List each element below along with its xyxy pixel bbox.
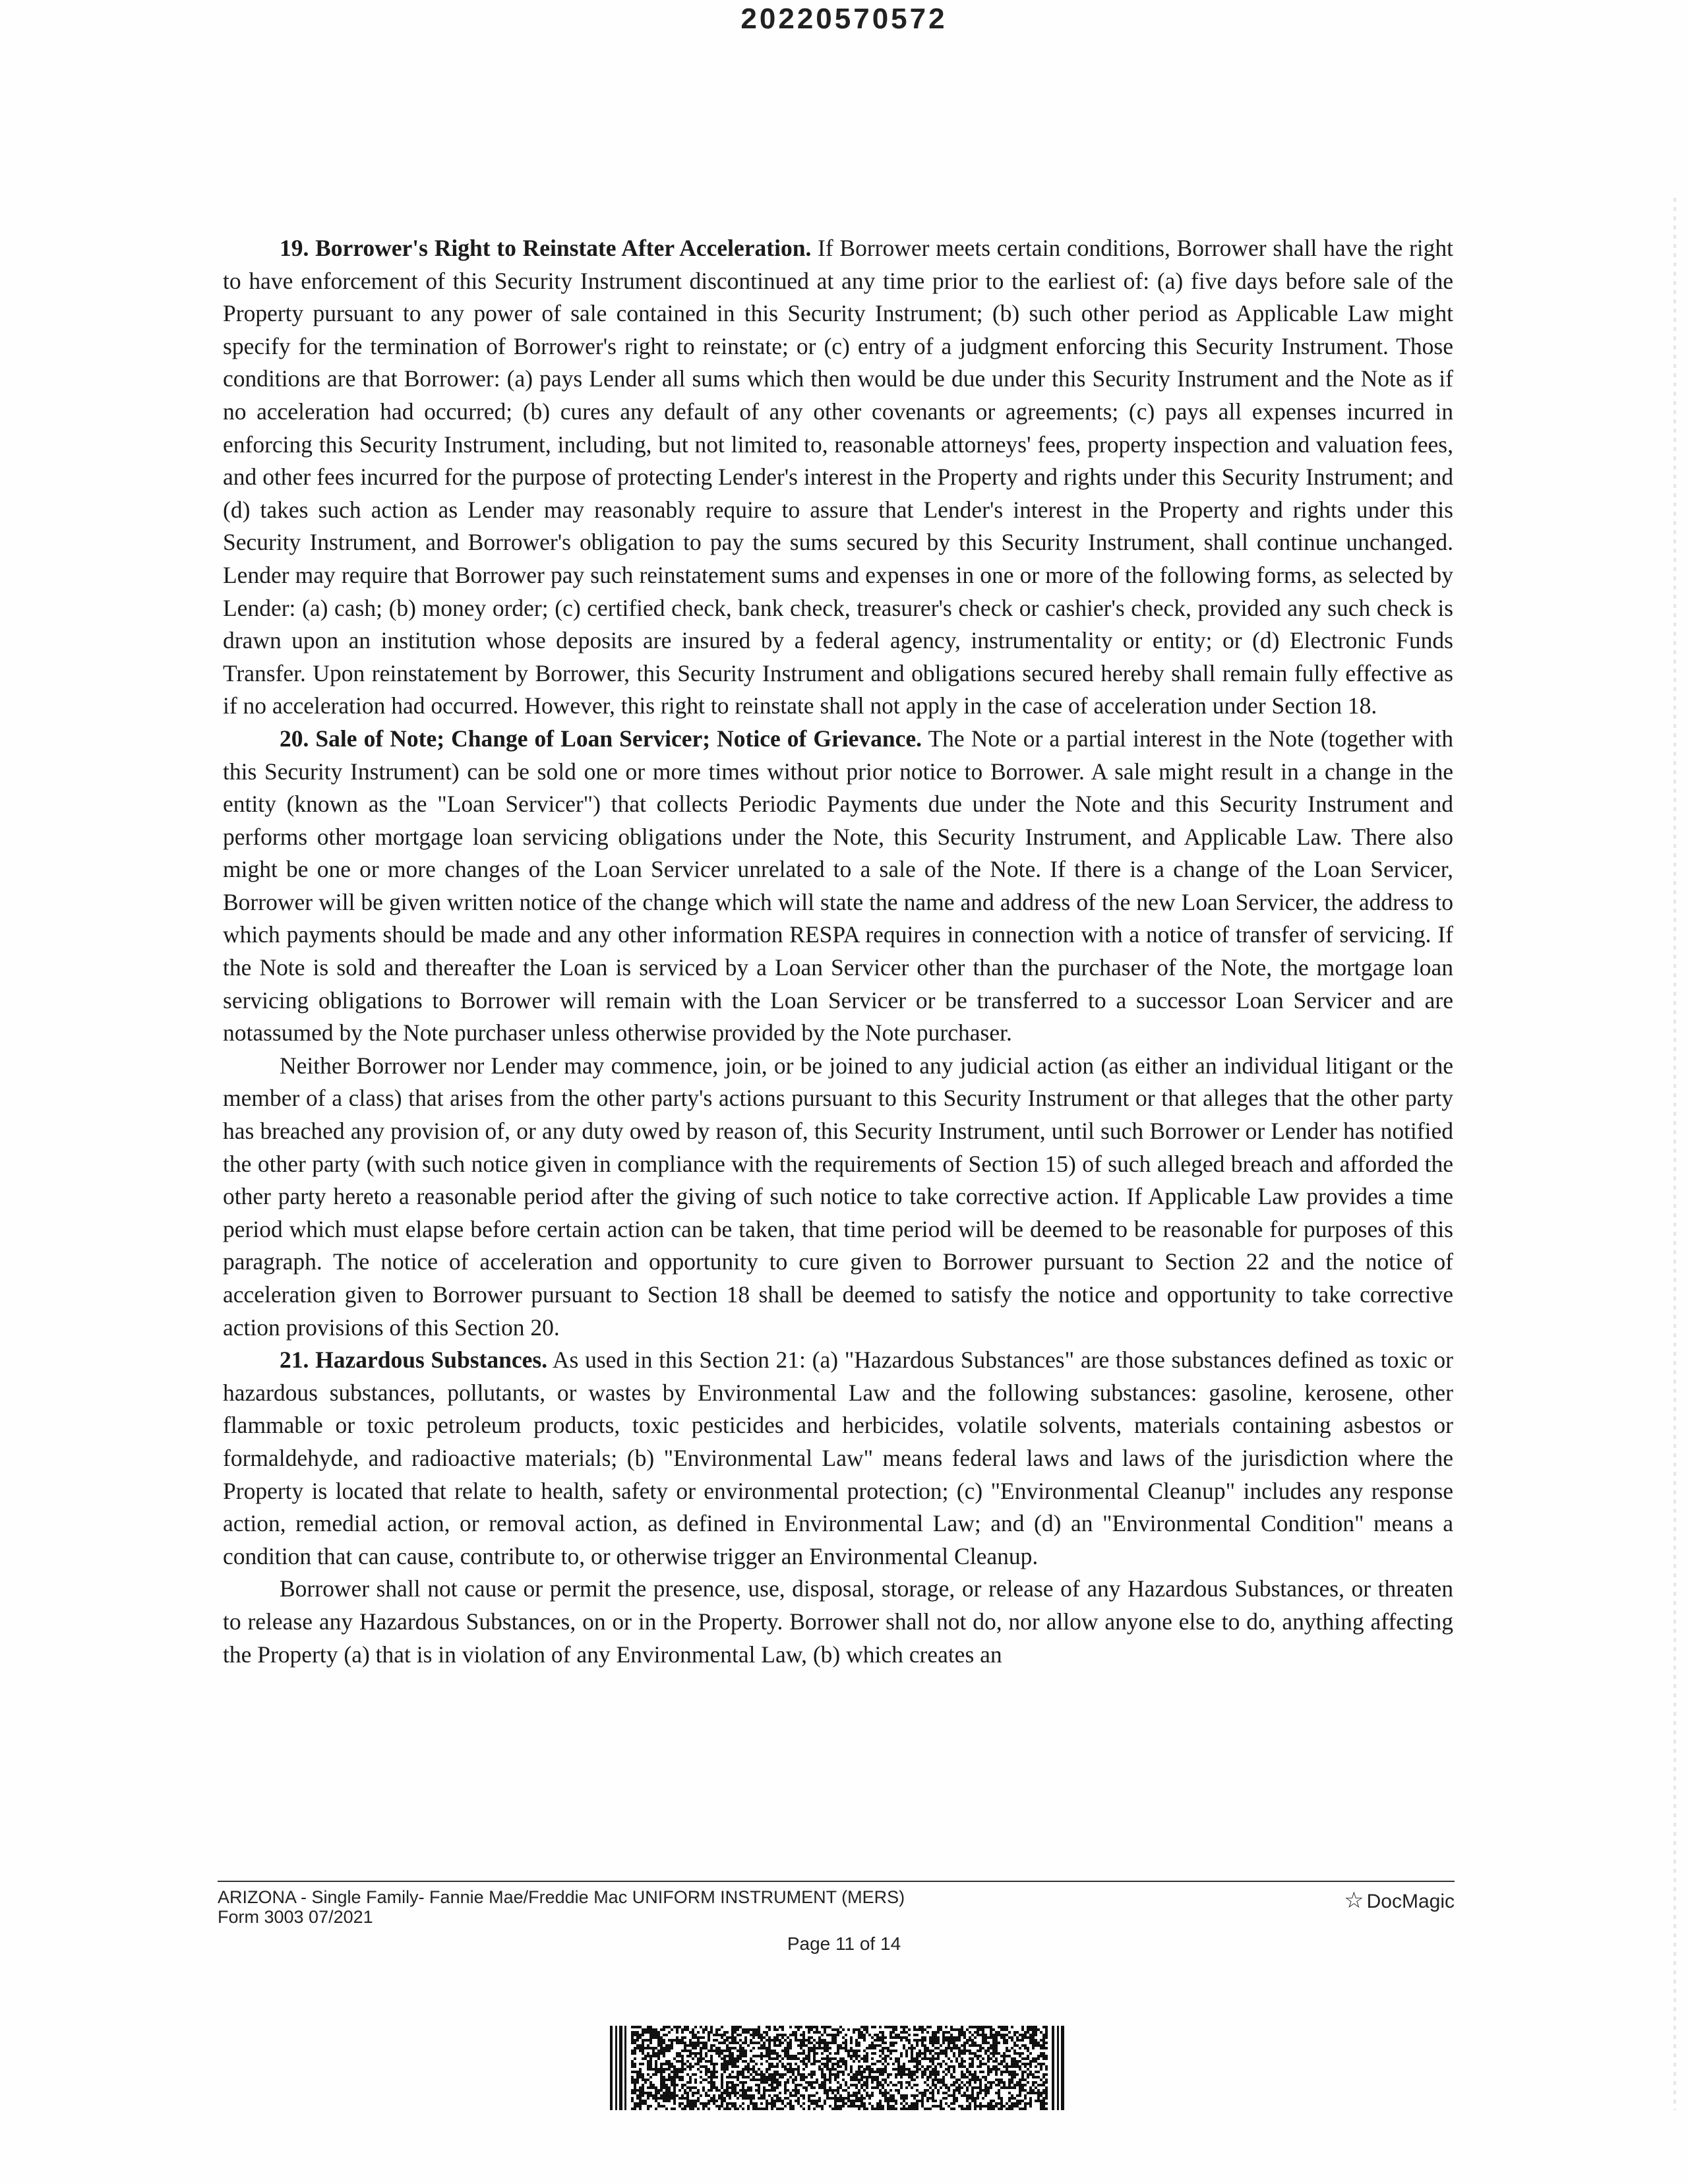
section-19-text: If Borrower meets certain conditions, Borrower shall have the right to have enforcement of this Security Instrument discontinued at any time prior to the earliest of: (a) five days before sale of the Property pursuant to any power of sale contained in this Security Instrument; (b) such other period as Applicable Law might specify for the termination of Borrower's right to reinstate; or (c) entry of a judgment enforcing this Security Instrument. Those conditions are that Borrower: (a) pays Lender all sums which then would be due under this Security Instrument and the Note as if no acceleration had occurred; (b) cures any default of any other covenants or agreements; (c) pays all expenses incurred in enforcing this Security Instrument, including, but not limited to, reasonable attorneys' fees, property inspection and valuation fees, and other fees incurred for the purpose of protecting Lender's interest in the Property and rights under this Security Instrument; and (d) takes such action as Lender may reasonably require to assure that Lender's interest in the Property and rights under this Security Instrument, and Borrower's obligation to pay the sums secured by this Security Instrument, shall continue unchanged. Lender may require that Borrower pay such reinstatement sums and expenses in one or more of the following forms, as selected by Lender: (a) cash; (b) money order; (c) certified check, bank check, treasurer's check or cashier's check, provided any such check is drawn upon an institution whose deposits are insured by a federal agency, instrumentality or entity; or (d) Electronic Funds Transfer. Upon reinstatement by Borrower, this Security Instrument and obligations secured hereby shall remain fully effective as if no acceleration had occurred. However, this right to reinstate shall not apply in the case of acceleration under Section 18. <box>223 235 1453 719</box>
scan-edge-artifact <box>1673 198 1676 2110</box>
docmagic-brand <box>1344 1887 1455 1914</box>
section-20-text: The Note or a partial interest in the Note (together with this Security Instrument) can be sold one or more times without prior notice to Borrower. A sale might result in a change in the entity (known as the "Loan Servicer") that collects Periodic Payments due under the Note and this Security Instrument and performs other mortgage loan servicing obligations under the Note, this Security Instrument, and Applicable Law. There also might be one or more changes of the Loan Servicer unrelated to a sale of the Note. If there is a change of the Loan Servicer, Borrower will be given written notice of the change which will state the name and address of the new Loan Servicer, the address to which payments should be made and any other information RESPA requires in connection with a notice of transfer of servicing. If the Note is sold and thereafter the Loan is serviced by a Loan Servicer other than the purchaser of the Note, the mortgage loan servicing obligations to Borrower will remain with the Loan Servicer or be transferred to a successor Loan Servicer and are notassumed by the Note purchaser unless otherwise provided by the Note purchaser. <box>223 725 1453 1046</box>
section-21 <box>223 1344 1453 1573</box>
barcode-image <box>610 2026 1065 2110</box>
form-title: ARIZONA - Single Family- Fannie Mae/Freddie Mac UNIFORM INSTRUMENT (MERS) <box>218 1887 905 1907</box>
document-body <box>223 232 1453 1671</box>
footer-form-info <box>218 1887 905 1927</box>
section-19 <box>223 232 1453 723</box>
section-20 <box>223 723 1453 1050</box>
footer-divider <box>218 1881 1455 1882</box>
section-21-heading: 21. Hazardous Substances. <box>280 1347 548 1374</box>
star-icon: ☆ <box>1344 1888 1364 1913</box>
brand-label: DocMagic <box>1366 1891 1455 1912</box>
section-20-paragraph-2: Neither Borrower nor Lender may commence, join, or be joined to any judicial action (as either an individual litigant or the member of a class) that arises from the other party's actions pursuant to this Security Instrument or that alleges that the other party has breached any provision of, or any duty owed by reason of, this Security Instrument, until such Borrower or Lender has notified the other party (with such notice given in compliance with the requirements of Section 15) of such alleged breach and afforded the other party hereto a reasonable period after the giving of such notice to take corrective action. If Applicable Law provides a time period which must elapse before certain action can be taken, that time period will be deemed to be reasonable for purposes of this paragraph. The notice of acceleration and opportunity to cure given to Borrower pursuant to Section 22 and the notice of acceleration given to Borrower pursuant to Section 18 shall be deemed to satisfy the notice and opportunity to take corrective action provisions of this Section 20. <box>223 1052 1453 1341</box>
page-number: Page 11 of 14 <box>787 1933 901 1954</box>
section-19-heading: 19. Borrower's Right to Reinstate After Acceleration. <box>280 235 812 261</box>
section-21-paragraph-2: Borrower shall not cause or permit the presence, use, disposal, storage, or release of any Hazardous Substances, or threaten to release any Hazardous Substances, on or in the Property. Borrower shall not do, nor allow anyone else to do, anything affecting the Property (a) that is in violation of any Environmental Law, (b) which creates an <box>223 1575 1453 1668</box>
section-20-heading: 20. Sale of Note; Change of Loan Servicer; Notice of Grievance. <box>280 725 922 752</box>
form-number: Form 3003 07/2021 <box>218 1907 373 1927</box>
recording-number: 20220570572 <box>740 3 948 35</box>
section-21-text: As used in this Section 21: (a) "Hazardous Substances" are those substances defined as toxic or hazardous substances, pollutants, or wastes by Environmental Law and the following substances: gasoline, kerosene, other flammable or toxic petroleum products, toxic pesticides and herbicides, volatile solvents, materials containing asbestos or formaldehyde, and radioactive materials; (b) "Environmental Law" means federal laws and laws of the jurisdiction where the Property is located that relate to health, safety or environmental protection; (c) "Environmental Cleanup" includes any response action, remedial action, or removal action, as defined in Environmental Law; and (d) an "Environmental Condition" means a condition that can cause, contribute to, or otherwise trigger an Environmental Cleanup. <box>223 1347 1454 1569</box>
